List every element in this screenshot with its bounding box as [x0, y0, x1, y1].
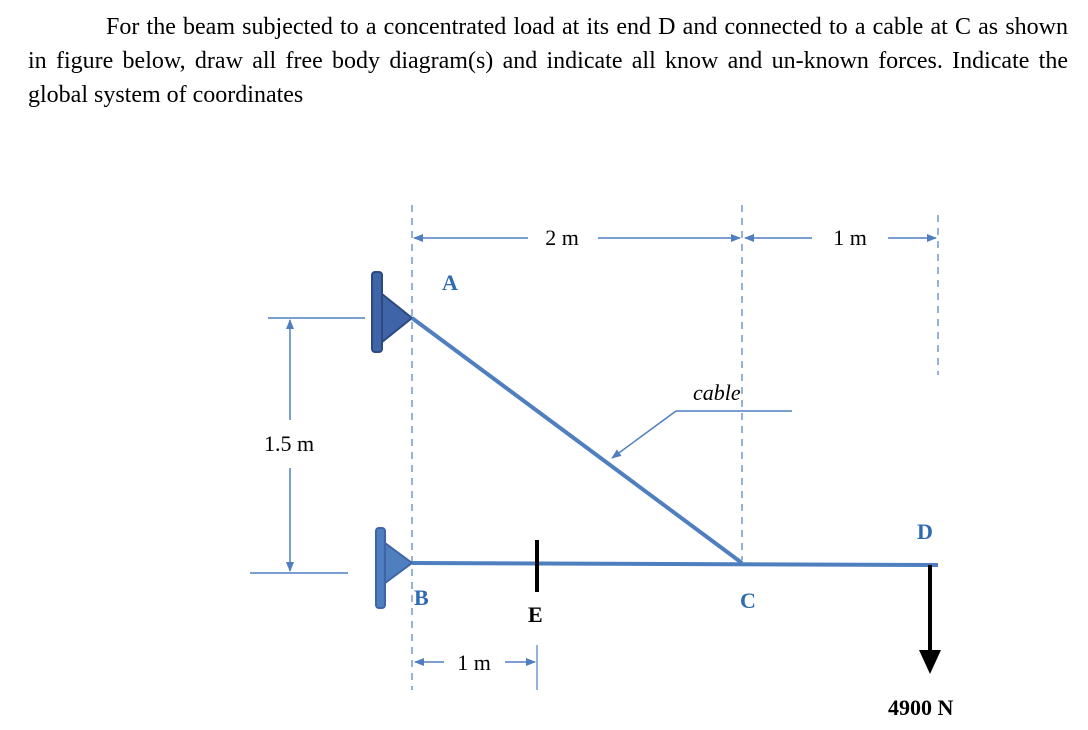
point-label-a: A	[442, 270, 458, 295]
pin-support-a	[372, 272, 412, 352]
point-label-e: E	[528, 602, 543, 627]
problem-text: For the beam subjected to a concentrated load at its end D and connected to a cable at C as shown in figure below, draw all free body diagram(s) and indicate all know and un-known forces. Indicate the global system of coordinates	[28, 14, 1068, 108]
pin-support-b	[376, 528, 412, 608]
point-label-b: B	[414, 585, 429, 610]
dimension-1m-top-label: 1 m	[833, 225, 867, 250]
point-label-d: D	[917, 519, 933, 544]
cable-leader	[612, 380, 792, 458]
dimension-2m	[414, 225, 740, 250]
dimension-1_5m	[250, 318, 365, 573]
dimension-2m-label: 2 m	[545, 225, 579, 250]
dimension-1m-top	[745, 225, 936, 250]
beam	[412, 563, 938, 565]
dimension-1_5m-label: 1.5 m	[263, 431, 315, 456]
point-label-c: C	[740, 588, 756, 613]
load-arrow	[919, 565, 941, 674]
cable-label: cable	[693, 380, 741, 405]
dimension-1m-bottom-label: 1 m	[457, 650, 491, 675]
dimension-1m-bottom	[415, 645, 537, 690]
load-label: 4900 N	[888, 695, 954, 720]
cable	[412, 318, 742, 563]
